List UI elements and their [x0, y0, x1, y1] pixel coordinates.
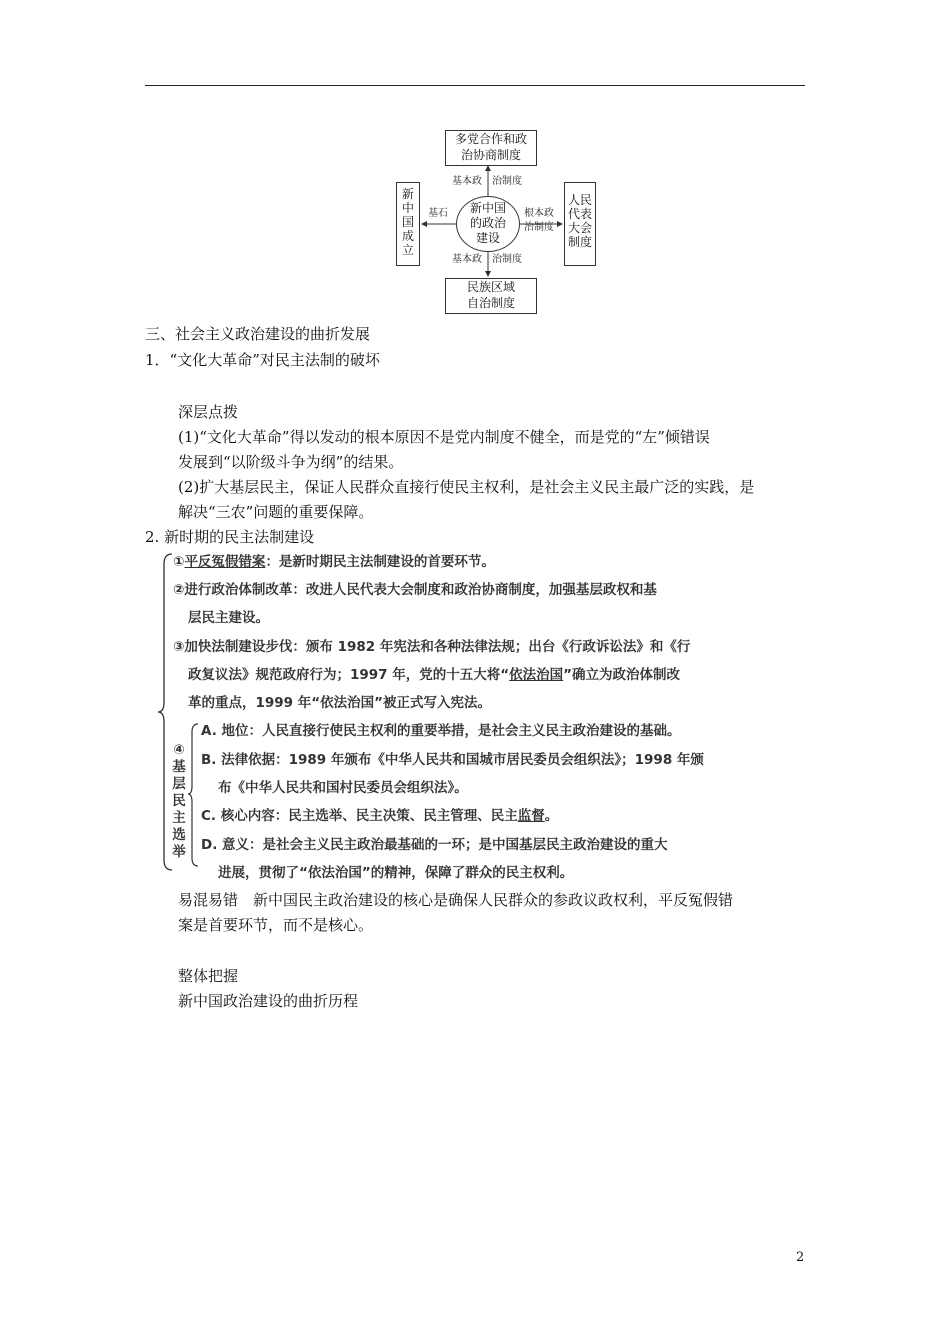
summary-l1-underlined: 平反冤假错案	[184, 554, 266, 570]
grassroots-election-char: 举	[172, 844, 186, 860]
peoples-congress-line: 代表	[567, 207, 592, 221]
peoples-congress-line: 大会	[567, 221, 592, 235]
peoples-congress-line: 制度	[567, 235, 592, 249]
election-c-rest: 。	[544, 808, 559, 824]
page-number: 2	[796, 1250, 805, 1265]
center-line-3: 建设	[475, 231, 500, 245]
summary-line-6: 革的重点，1999 年“依法治国”被正式写入宪法。	[188, 695, 492, 711]
summary-line-3: 层民主建设。	[188, 610, 269, 626]
item1-heading: 1．“文化大革命”对民主法制的破坏	[145, 351, 380, 369]
summary-l1-prefix: ①	[173, 554, 185, 570]
new-china-box	[396, 182, 420, 266]
grassroots-election-char: 选	[172, 827, 186, 843]
peoples-congress-line: 人民	[567, 193, 592, 207]
summary-line-4: ③加快法制建设步伐：颁布 1982 年宪法和各种法律法规；出台《行政诉讼法》和《行	[173, 639, 691, 655]
election-item-d-line-1: D. 意义：是社会主义民主政治最基础的一环；是中国基层民主政治建设的重大	[201, 837, 668, 853]
summary-l1-rest: ：是新时期民主法制建设的首要环节。	[265, 554, 495, 570]
grassroots-election-char: 层	[172, 776, 186, 792]
new-china-char: 中	[401, 201, 414, 215]
regional-autonomy-line-1: 民族区域	[466, 280, 515, 294]
grassroots-election-char: ④	[173, 742, 185, 758]
label-foundation: 基石	[428, 208, 448, 219]
deep-tip-title: 深层点拨	[178, 403, 239, 421]
new-china-char: 国	[401, 215, 414, 229]
deep-tip-2-line-2: 解决“三农”问题的重要保障。	[178, 503, 374, 521]
summary-l5-prefix: 政复议法》规范政府行为；1997 年，党的十五大将“	[188, 667, 510, 683]
grassroots-election-char: 民	[172, 793, 186, 809]
new-china-politics-circle	[456, 196, 520, 252]
overall-title: 整体把握	[178, 967, 239, 985]
regional-autonomy-line-2: 自治制度	[466, 296, 515, 310]
label-fundamental-2: 治制度	[524, 222, 554, 233]
grassroots-election-char: 基	[172, 759, 186, 775]
election-c-underlined: 监督	[517, 808, 545, 824]
center-line-2: 的政治	[469, 216, 506, 230]
multi-party-line-2: 治协商制度	[460, 148, 521, 162]
label-basic-system-bottom: 基本政 治制度	[452, 254, 522, 265]
deep-tip-2-line-1: (2)扩大基层民主，保证人民群众直接行使民主权利，是社会主义民主最广泛的实践，是	[178, 478, 755, 496]
new-china-char: 立	[401, 243, 414, 257]
summary-line-5	[188, 666, 680, 684]
label-basic-system-top: 基本政 治制度	[452, 176, 522, 187]
election-item-b-line-2: 布《中华人民共和国村民委员会组织法》。	[218, 780, 468, 796]
new-china-char: 新	[401, 187, 414, 201]
item2-heading: 2. 新时期的民主法制建设	[145, 528, 315, 546]
easy-confuse-line-1: 易混易错 新中国民主政治建设的核心是确保人民群众的参政议政权利，平反冤假错	[178, 891, 734, 909]
summary-line-2: ②进行政治体制改革：改进人民代表大会制度和政治协商制度，加强基层政权和基	[173, 582, 657, 598]
center-line-1: 新中国	[469, 201, 506, 215]
deep-tip-1-line-1: (1)“文化大革命”得以发动的根本原因不是党内制度不健全，而是党的“左”倾错误	[178, 428, 710, 446]
election-item-c	[201, 807, 558, 825]
election-c-prefix: C. 核心内容：民主选举、民主决策、民主管理、民主	[201, 808, 518, 824]
section3-title: 三、社会主义政治建设的曲折发展	[145, 325, 371, 343]
deep-tip-1-line-2: 发展到“以阶级斗争为纲”的结果。	[178, 453, 404, 471]
multi-party-box	[445, 130, 537, 166]
election-item-a: A. 地位：人民直接行使民主权利的重要举措，是社会主义民主政治建设的基础。	[201, 723, 681, 739]
overall-subtitle: 新中国政治建设的曲折历程	[178, 992, 359, 1010]
peoples-congress-box	[564, 182, 596, 266]
grassroots-election-char: 主	[172, 810, 186, 826]
summary-l5-rest: ”确立为政治体制改	[563, 667, 681, 683]
easy-confuse-line-2: 案是首要环节，而不是核心。	[178, 916, 374, 934]
election-item-b-line-1: B. 法律依据：1989 年颁布《中华人民共和国城市居民委员会组织法》；1998 年颁	[201, 752, 704, 768]
summary-l5-underlined: 依法治国	[509, 667, 564, 683]
political-construction-diagram	[392, 128, 604, 314]
summary-line-1	[173, 553, 495, 571]
new-china-char: 成	[401, 229, 414, 243]
election-item-d-line-2: 进展，贯彻了“依法治国”的精神，保障了群众的民主权利。	[218, 865, 574, 881]
header-rule	[145, 85, 805, 86]
regional-autonomy-box	[445, 278, 537, 314]
small-brace	[186, 720, 202, 870]
label-fundamental-1: 根本政	[524, 208, 554, 219]
multi-party-line-1: 多党合作和政	[454, 132, 527, 146]
